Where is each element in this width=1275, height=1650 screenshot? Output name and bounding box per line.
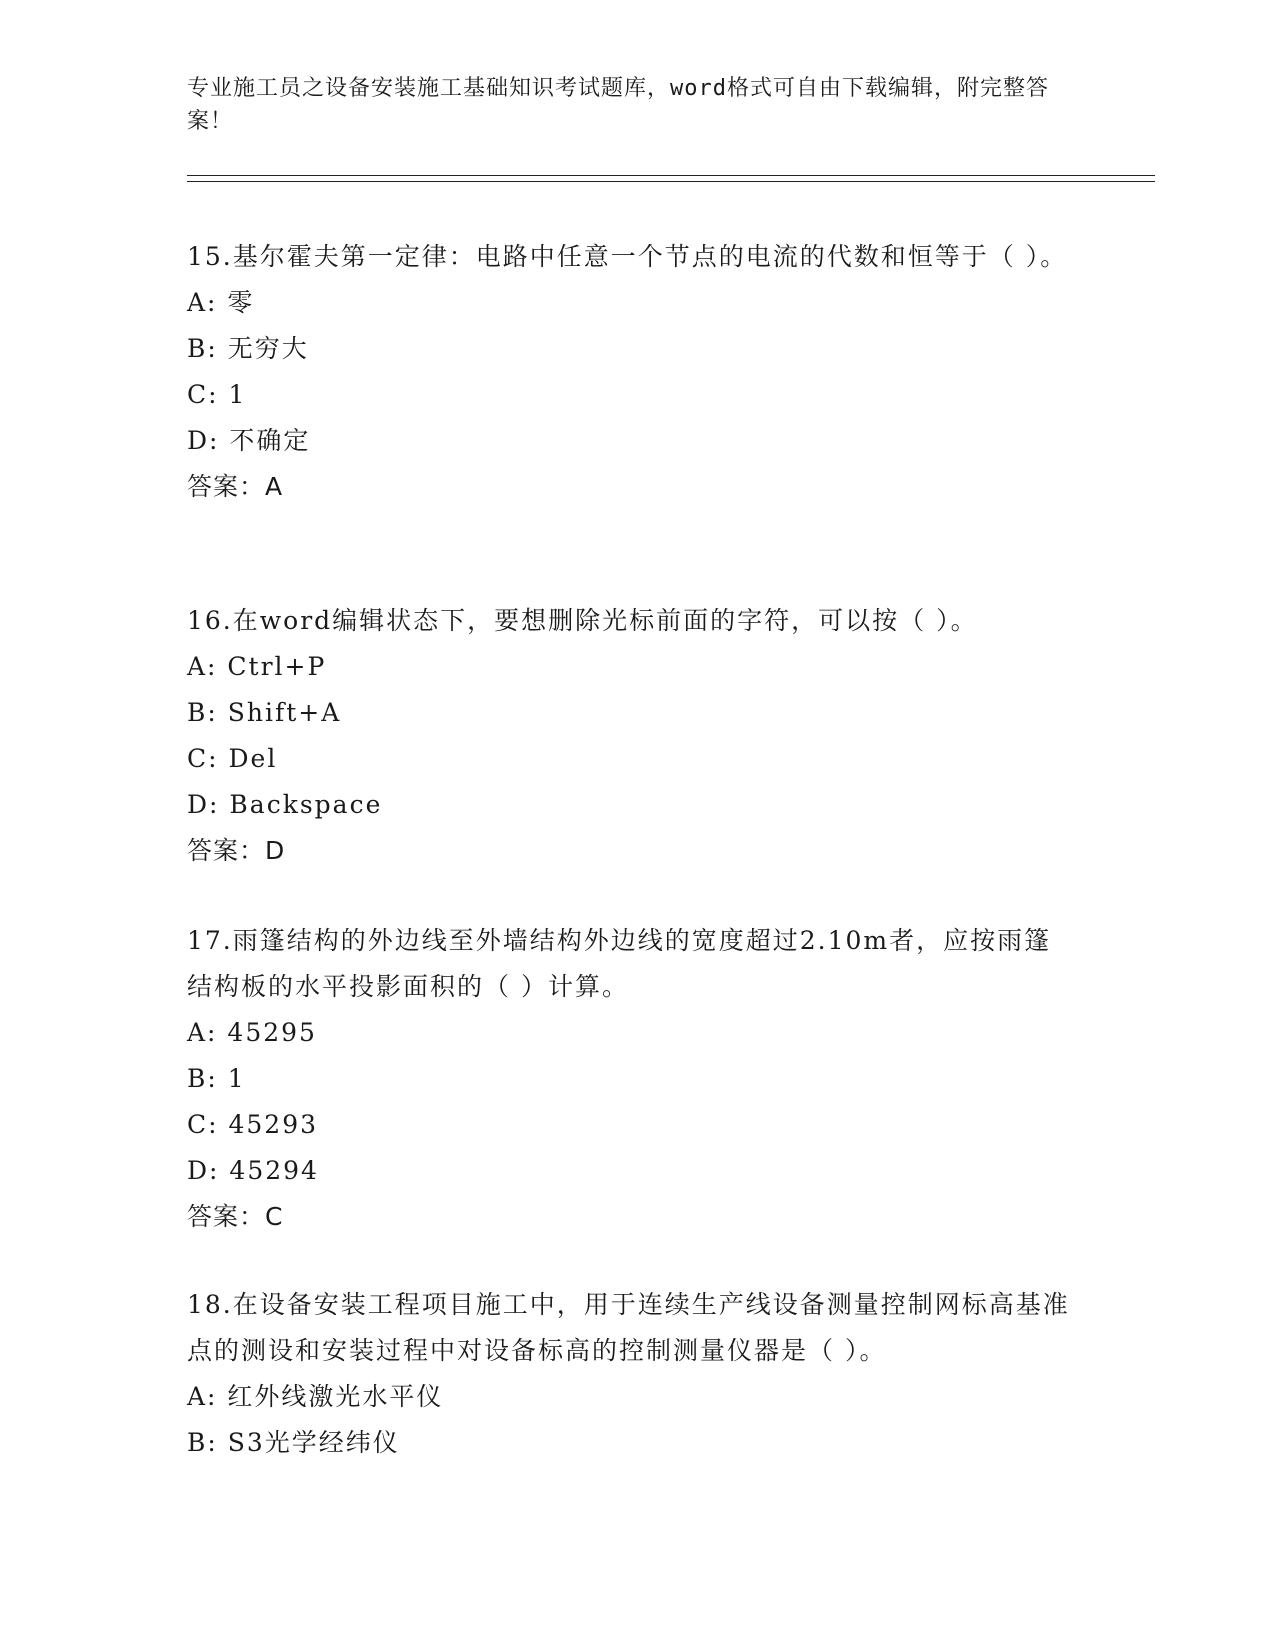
option-d: D: Backspace bbox=[187, 790, 383, 819]
option-a: A: 红外线激光水平仪 bbox=[187, 1382, 444, 1411]
header-rule-top bbox=[187, 175, 1155, 176]
option-b: B: 无穷大 bbox=[187, 334, 309, 363]
option-a: A: 零 bbox=[187, 288, 255, 317]
option-b: B: S3光学经纬仪 bbox=[187, 1428, 400, 1457]
option-b: B: 1 bbox=[187, 1064, 246, 1093]
question-18 bbox=[187, 1282, 1077, 1466]
option-a: A: Ctrl+P bbox=[187, 652, 327, 681]
header-rule-bottom bbox=[187, 181, 1155, 182]
question-16 bbox=[187, 598, 1077, 874]
question-15 bbox=[187, 234, 1077, 510]
question-stem: 16.在word编辑状态下，要想删除光标前面的字符，可以按（ ）。 bbox=[187, 606, 978, 635]
question-stem: 18.在设备安装工程项目施工中，用于连续生产线设备测量控制网标高基准点的测设和安装过程中对设备标高的控制测量仪器是（ ）。 bbox=[187, 1290, 1070, 1365]
answer: 答案：D bbox=[187, 836, 286, 865]
option-c: C: Del bbox=[187, 744, 278, 773]
answer: 答案：C bbox=[187, 1202, 284, 1231]
option-c: C: 1 bbox=[187, 380, 247, 409]
question-stem: 17.雨篷结构的外边线至外墙结构外边线的宽度超过2.10m者，应按雨篷结构板的水平投影面积的（ ）计算。 bbox=[187, 926, 1052, 1001]
question-17 bbox=[187, 918, 1077, 1240]
option-a: A: 45295 bbox=[187, 1018, 317, 1047]
document-header: 专业施工员之设备安装施工基础知识考试题库，word格式可自由下载编辑，附完整答案！ bbox=[187, 76, 1049, 134]
option-b: B: Shift+A bbox=[187, 698, 342, 727]
option-d: D: 45294 bbox=[187, 1156, 319, 1185]
option-c: C: 45293 bbox=[187, 1110, 319, 1139]
answer: 答案：A bbox=[187, 472, 284, 501]
question-stem: 15.基尔霍夫第一定律：电路中任意一个节点的电流的代数和恒等于（ ）。 bbox=[187, 242, 1068, 271]
option-d: D: 不确定 bbox=[187, 426, 311, 455]
